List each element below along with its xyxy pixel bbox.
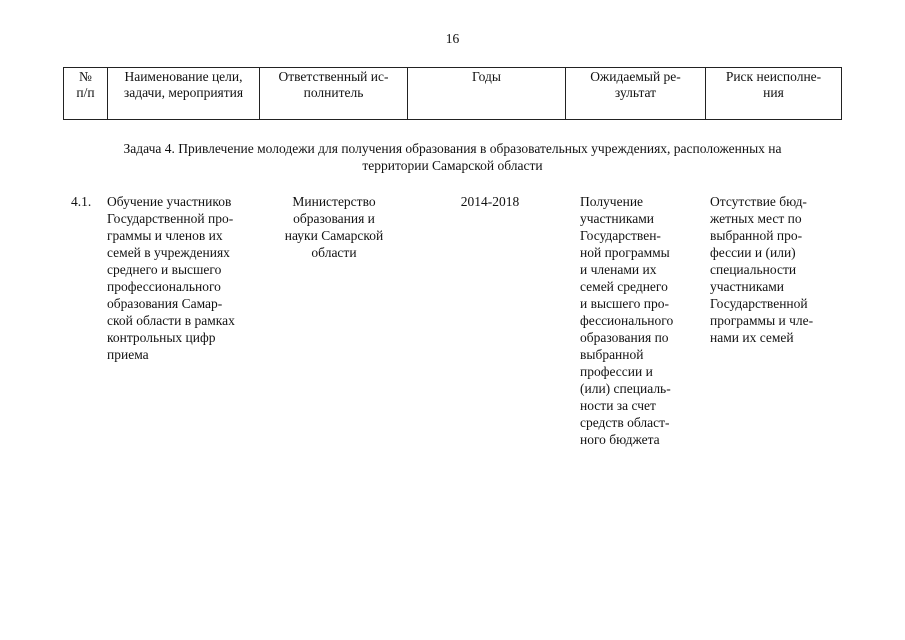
header-years: Годы	[408, 68, 566, 120]
row-years: 2014-2018	[460, 194, 520, 209]
header-number: № п/п	[64, 68, 108, 120]
header-name: Наименование цели, задачи, мероприятия	[108, 68, 260, 120]
header-responsible: Ответственный ис- полнитель	[260, 68, 408, 120]
task-heading: Задача 4. Привлечение молодежи для получения образования в образовательных учреждениях, расположенных на территории Самарской области	[123, 141, 782, 173]
table-header	[63, 67, 842, 120]
page-number: 16	[445, 31, 460, 46]
header-risk: Риск неисполне- ния	[706, 68, 842, 120]
row-responsible: Министерство образования и науки Самарской области	[284, 194, 384, 260]
row-result: Получение участниками Государствен- ной программы и членами их семей среднего и высшего про- фессионального образования по выбранной профессии и (или) специаль- ности за счет средств област- ного бюджета	[580, 194, 674, 447]
row-name: Обучение участников Государственной про- граммы и членов их семей в учреждениях среднего и высшего профессионального образования Самар- ской области в рамках контрольных цифр приема	[107, 194, 235, 362]
row-risk: Отсутствие бюд- жетных мест по выбранной про- фессии и (или) специальности участниками Государственной программы и чле- нами их семей	[710, 194, 814, 345]
row-number: 4.1.	[71, 194, 92, 209]
table-header-row	[64, 68, 842, 120]
header-result: Ожидаемый ре- зультат	[566, 68, 706, 120]
